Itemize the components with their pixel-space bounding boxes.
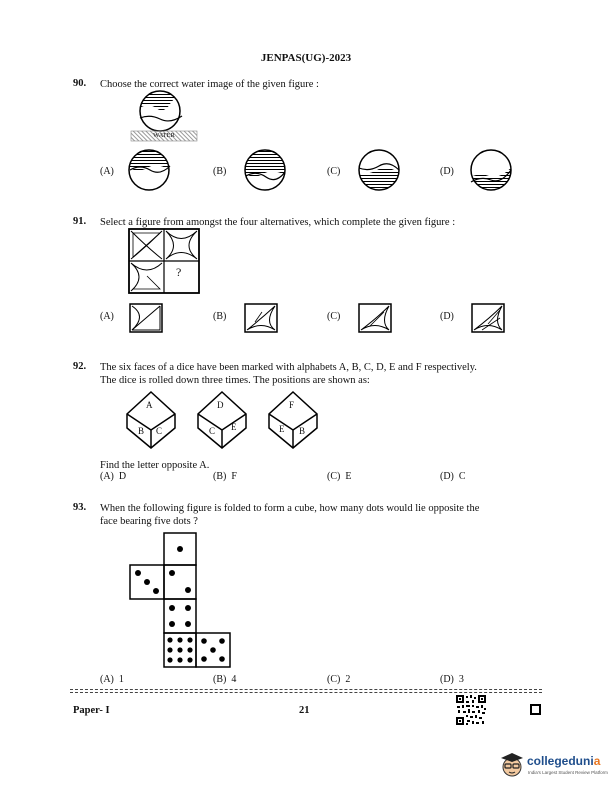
paper-label: Paper- I bbox=[73, 705, 110, 716]
brand-tagline: India's Largest Student Review Platform bbox=[528, 770, 608, 775]
question-number: 93. bbox=[73, 502, 87, 513]
q93-option-a[interactable]: (A) 1 bbox=[100, 674, 124, 685]
die1-right-face: C bbox=[156, 426, 163, 436]
question-text-line1: The six faces of a dice have been marked with alphabets A, B, C, D, E and F respectively. bbox=[100, 362, 477, 373]
q91-option-c[interactable]: (C) bbox=[327, 311, 341, 322]
q90-option-d[interactable]: (D) bbox=[440, 166, 454, 177]
die3-left-face: E bbox=[279, 424, 285, 434]
die3-top-face: F bbox=[289, 400, 295, 410]
question-number: 92. bbox=[73, 361, 87, 372]
q92-option-d[interactable]: (D) C bbox=[440, 471, 466, 482]
q92-option-c[interactable]: (C) E bbox=[327, 471, 352, 482]
q92-option-b[interactable]: (B) F bbox=[213, 471, 237, 482]
question-text-line1: When the following figure is folded to form a cube, how many dots would lie opposite the bbox=[100, 503, 480, 514]
q92-option-a[interactable]: (A) D bbox=[100, 471, 127, 482]
q90-option-c[interactable]: (C) bbox=[327, 166, 341, 177]
die1-top-face: A bbox=[146, 400, 153, 410]
brand-name: collegedunia bbox=[527, 754, 601, 768]
q93-option-b[interactable]: (B) 4 bbox=[213, 674, 237, 685]
q91-option-d[interactable]: (D) bbox=[440, 311, 454, 322]
missing-figure-mark: ? bbox=[176, 265, 182, 279]
die2-left-face: C bbox=[209, 426, 216, 436]
question-text-line2: face bearing five dots ? bbox=[100, 516, 198, 527]
q91-option-a[interactable]: (A) bbox=[100, 311, 114, 322]
page-header: JENPAS(UG)-2023 bbox=[260, 52, 352, 64]
qr-code bbox=[455, 694, 487, 726]
q93-option-d[interactable]: (D) 3 bbox=[440, 674, 464, 685]
corner-marker bbox=[530, 704, 541, 715]
question-number: 91. bbox=[73, 216, 87, 227]
question-text: Choose the correct water image of the given figure : bbox=[100, 79, 319, 90]
question-number: 90. bbox=[73, 78, 87, 89]
page-number: 21 bbox=[299, 705, 310, 716]
q93-option-c[interactable]: (C) 2 bbox=[327, 674, 351, 685]
q91-option-b[interactable]: (B) bbox=[213, 311, 227, 322]
die3-right-face: B bbox=[299, 426, 306, 436]
die1-left-face: B bbox=[138, 426, 145, 436]
footer-divider bbox=[70, 689, 542, 690]
water-label: WATER bbox=[153, 132, 175, 139]
q90-option-b[interactable]: (B) bbox=[213, 166, 227, 177]
collegedunia-logo-icon bbox=[499, 750, 525, 780]
die2-top-face: D bbox=[217, 400, 224, 410]
footer-divider bbox=[70, 692, 542, 693]
question-text-line2: The dice is rolled down three times. The positions are shown as: bbox=[100, 375, 370, 386]
q90-option-a[interactable]: (A) bbox=[100, 166, 114, 177]
question-text: Select a figure from amongst the four alternatives, which complete the given figure : bbox=[100, 217, 456, 228]
question-prompt: Find the letter opposite A. bbox=[100, 460, 210, 471]
die2-right-face: E bbox=[231, 422, 237, 432]
